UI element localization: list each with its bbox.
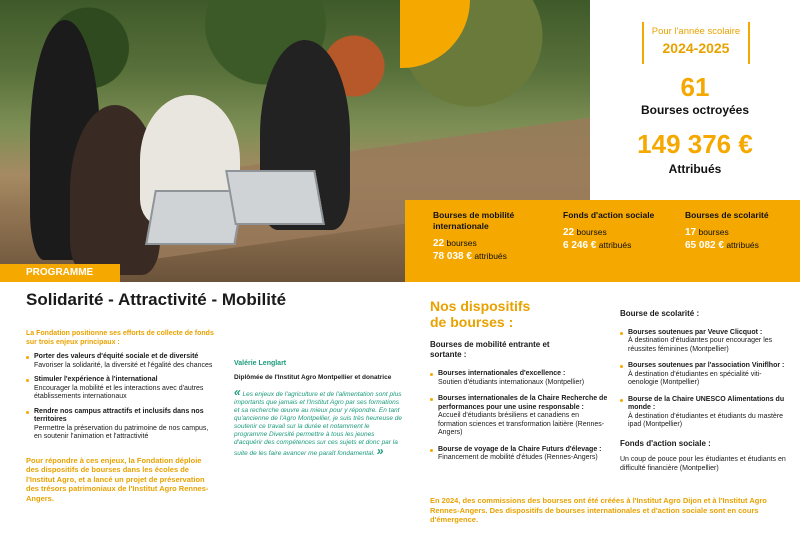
list-item [430,370,610,387]
quote-author: Valérie Lenglart [234,360,287,367]
intro-text: La Fondation positionne ses efforts de collecte de fonds sur trois enjeux principaux : [26,330,214,346]
amount-value: 149 376 € [637,129,753,159]
band-count: 22 [433,238,445,249]
close-quote-icon: » [376,444,384,458]
subheading: Fonds d'action sociale : [620,438,711,448]
item-text: Soutien d'étudiants internationaux (Montpellier) [438,378,585,386]
band-col-schooling [685,210,790,251]
list-item [620,329,790,355]
band-count-unit: bourses [698,227,729,237]
page-title: Solidarité - Attractivité - Mobilité [26,290,287,309]
band-amount-unit: attribués [598,240,632,250]
subheading: Bourses de mobilité entrante et sortante : [430,340,550,359]
section-heading: de bourses : [430,314,514,330]
subheading: Bourse de scolarité : [620,309,700,318]
item-text: Encourager la mobilité et les interactions avec d'autres établissements internationaux [34,384,204,400]
year-box [642,22,750,64]
amount-label: Attribués [668,162,722,176]
band-amount: 78 038 € [433,251,472,262]
band-count-unit: bourses [576,227,607,237]
item-text: Permettre la préservation du patrimoine de nos campus, en soutenir l'animation et l'attractivité [34,424,209,440]
list-item [430,446,610,463]
testimonial [234,360,404,458]
bourses-column [430,298,610,463]
item-title: Bourses internationales de la Chaire Recherche de performances pour une usine responsable : [438,395,608,411]
open-quote-icon: « [234,385,241,399]
quote-text [234,385,404,458]
band-count: 22 [563,227,575,238]
stats-panel [590,0,800,200]
band-count-unit: bourses [446,238,477,248]
band-amount: 6 246 € [563,240,597,251]
band-col-title: Fonds d'action sociale [563,210,655,220]
item-text: Favoriser la solidarité, la diversité et l'égalité des chances [34,361,213,369]
item-title: Bourse de la Chaire UNESCO Alimentations du monde : [628,395,785,411]
section-heading: Nos dispositifs [430,298,531,314]
item-text: À destination d'étudiantes pour encourager les réussites féminines (Montpellier) [628,337,773,353]
band-col-title: Bourses de mobilité internationale [433,210,515,231]
list-item [26,408,216,442]
item-title: Rendre nos campus attractifs et inclusifs dans nos territoires [34,407,204,423]
bourses-count: 61 [680,72,710,102]
footer-note: En 2024, des commissions des bourses ont été créées à l'Institut Agro Dijon et à l'Institut Agro Rennes-Angers. Des dispositifs de bourses internationales et d'action sociale sont en cours d'émergence. [430,496,767,524]
item-title: Porter des valeurs d'équité sociale et de diversité [34,353,199,360]
bourses-label: Bourses octroyées [640,103,750,117]
list-item [620,396,790,430]
list-item [26,376,216,402]
band-col-title: Bourses de scolarité [685,210,769,220]
social-text: Un coup de pouce pour les étudiantes et étudiants en difficulté financière (Montpellier) [620,456,786,472]
photo-laptop-2 [225,170,325,225]
list-item [430,395,610,438]
scolarite-column [620,310,790,473]
intro-column [26,330,216,503]
band-count: 17 [685,227,697,238]
list-item [620,362,790,388]
year-value: 2024-2025 [662,40,730,56]
programme-label: PROGRAMME [0,264,120,282]
item-title: Stimuler l'expérience à l'international [34,376,158,383]
item-text: Financement de mobilité d'études (Rennes-Angers) [438,454,598,461]
list-item [26,353,216,370]
item-text: Accueil d'étudiants brésiliens et canadiens en formation sciences et transformation laitière (Rennes-Angers) [438,412,605,436]
quote-body: Les enjeux de l'agriculture et de l'alimentation sont plus importants que jamais et l'Institut Agro par ses formations et sa recherche œuvre au mieux pour y répondre. En tant qu'ancienne de l'Agro Montpellier, je suis très heureuse de soutenir ce travail sur la durée et notamment le programme Diversité permettre à tous les jeunes d'acquérir des compétences sur ces sujets et donc par la suite de les faire avancer me paraît fondamental. [234,391,402,457]
band-col-mobility [433,210,543,262]
item-title: Bourses soutenues par Veuve Clicquot : [628,328,763,336]
band-amount: 65 082 € [685,240,724,251]
item-text: À destination d'étudiantes en spécialité viti-oenologie (Montpellier) [628,370,762,386]
stats-band [405,200,800,282]
item-title: Bourses internationales d'excellence : [438,370,566,377]
band-amount-unit: attribués [726,240,759,250]
item-title: Bourse de voyage de la Chaire Futurs d'élevage : [438,445,602,453]
item-text: À destination d'étudiantes et étudiants du mastère ipad (Montpellier) [628,412,784,428]
year-label: Pour l'année scolaire [651,26,741,37]
band-amount-unit: attribués [474,251,507,261]
item-title: Bourses soutenues par l'association Viniflhor : [628,362,785,369]
band-col-social [563,210,663,251]
closing-text: Pour répondre à ces enjeux, la Fondation déploie des dispositifs de bourses dans les écoles de l'Institut Agro, et a lancé un projet de préservation des trésors patrimoniaux de l'Institut Agro Rennes-Angers. [26,455,209,503]
quote-role: Diplômée de l'Institut Agro Montpellier et donatrice [234,374,392,381]
